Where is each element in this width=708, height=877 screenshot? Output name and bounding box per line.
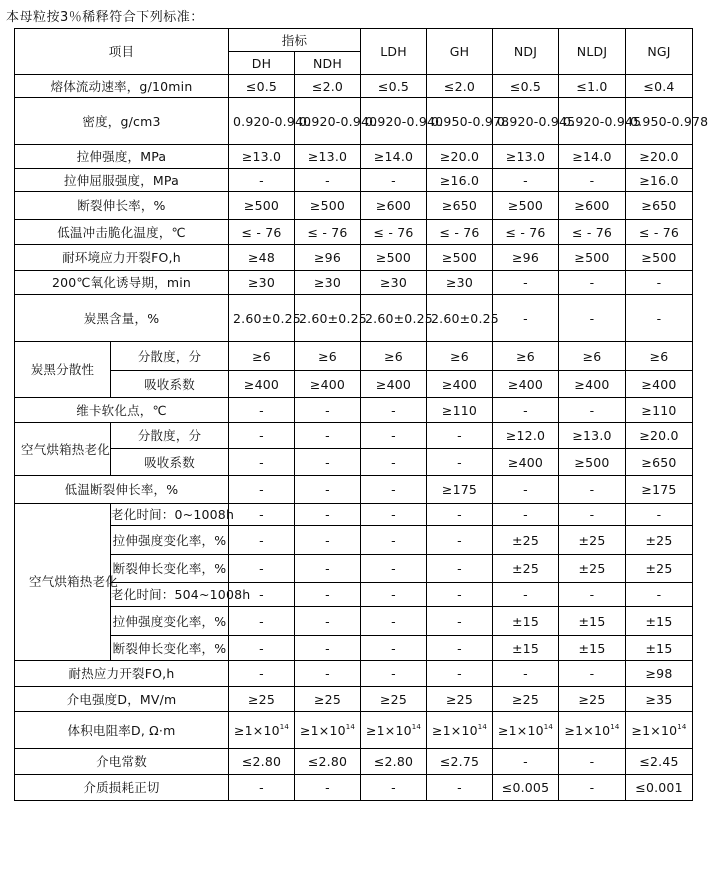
value-cell: - (229, 449, 295, 476)
row-label: 体积电阻率D, Ω·m (15, 712, 229, 749)
value-cell: ≤2.75 (427, 749, 493, 775)
value-cell: - (229, 504, 295, 526)
table-row (15, 98, 693, 145)
value-cell: - (229, 526, 295, 555)
value-cell: $\ge 1\times 10^{14}$ (493, 712, 559, 749)
value-cell: - (493, 504, 559, 526)
value-cell: - (493, 398, 559, 423)
value-cell: ±15 (559, 636, 626, 661)
value-cell: - (559, 661, 626, 687)
value-cell: ≥13.0 (295, 145, 361, 169)
value-cell: ≥400 (493, 371, 559, 398)
value-cell: ≥30 (427, 271, 493, 295)
value-cell: ≥25 (295, 687, 361, 712)
row-sub-label: 吸收系数 (111, 371, 229, 398)
value-cell: - (295, 423, 361, 449)
table-row (15, 192, 693, 220)
value-cell: 0.950-0.978 (626, 98, 693, 145)
value-cell: ±25 (493, 526, 559, 555)
value-cell: - (361, 398, 427, 423)
row-label: 耐热应力开裂FO,h (15, 661, 229, 687)
value-cell: ≥110 (427, 398, 493, 423)
row-label: 断裂伸长率，% (15, 192, 229, 220)
value-cell: - (229, 423, 295, 449)
row-group-label: 炭黑分散性 (15, 342, 111, 398)
exponent: 14 (610, 722, 620, 731)
value-cell: - (427, 555, 493, 583)
value-cell: ≥25 (493, 687, 559, 712)
value-cell: ≥20.0 (427, 145, 493, 169)
value-cell: - (295, 476, 361, 504)
value-cell: ≥30 (361, 271, 427, 295)
value-cell: ≥6 (626, 342, 693, 371)
value-cell: ≥175 (427, 476, 493, 504)
value-cell: ≥500 (493, 192, 559, 220)
exponent: 14 (411, 722, 422, 731)
row-group-label: 空气烘箱热老化 (15, 423, 111, 476)
value-cell: ≥25 (229, 687, 295, 712)
value-cell: - (626, 504, 693, 526)
table-row (15, 371, 693, 398)
value-cell: - (229, 169, 295, 192)
value-cell: ≤0.001 (626, 775, 693, 801)
value-cell: ≥6 (427, 342, 493, 371)
value-cell: - (427, 661, 493, 687)
row-sub-label: 拉伸强度变化率，% (111, 607, 229, 636)
value-cell: - (361, 607, 427, 636)
value-cell: ≥6 (295, 342, 361, 371)
exponent: 14 (477, 722, 488, 731)
row-label: 熔体流动速率，g/10min (15, 75, 229, 98)
value-cell: ±15 (493, 636, 559, 661)
value-cell: - (229, 661, 295, 687)
row-sub-label: 老化时间：0~1008h (111, 504, 229, 526)
value-cell: ≥6 (493, 342, 559, 371)
value-cell: ≥12.0 (493, 423, 559, 449)
value-cell: - (559, 476, 626, 504)
value-cell: ≥600 (361, 192, 427, 220)
header-col: NDJ (493, 29, 559, 75)
row-sub-label: 断裂伸长变化率，% (111, 555, 229, 583)
value-cell: $\ge 1\times 10^{14}$ (361, 712, 427, 749)
row-sub-label: 拉伸强度变化率，% (111, 526, 229, 555)
value-cell: - (361, 169, 427, 192)
value-cell: - (295, 555, 361, 583)
value-cell: - (493, 749, 559, 775)
table-row (15, 636, 693, 661)
value-cell: - (229, 555, 295, 583)
value-cell: 0.950-0.978 (427, 98, 493, 145)
value-cell: - (559, 271, 626, 295)
value-cell: ≤ - 76 (295, 220, 361, 245)
value-cell: ≥500 (559, 449, 626, 476)
table-body (15, 29, 708, 801)
value-cell: ≥48 (229, 245, 295, 271)
value-cell: - (559, 504, 626, 526)
value-cell: ≥20.0 (626, 423, 693, 449)
value-cell: - (361, 775, 427, 801)
value-cell: ≥500 (295, 192, 361, 220)
exponent: 14 (543, 722, 554, 731)
value-cell: ≥13.0 (493, 145, 559, 169)
value-cell: $\ge 1\times 10^{14}$ (229, 712, 295, 749)
value-cell: - (361, 449, 427, 476)
exponent: 14 (279, 722, 290, 731)
row-label: 拉伸强度，MPa (15, 145, 229, 169)
header-item: 项目 (15, 29, 229, 75)
value-cell: $\ge 1\times 10^{14}$ (626, 712, 693, 749)
table-row (15, 342, 693, 371)
value-cell: ≤0.4 (626, 75, 693, 98)
table-row (15, 583, 693, 607)
value-cell: - (295, 449, 361, 476)
value-cell: ≤ - 76 (229, 220, 295, 245)
value-cell: ≥25 (361, 687, 427, 712)
value-cell: ±15 (493, 607, 559, 636)
table-row (15, 295, 693, 342)
value-cell: 0.920-0.945 (559, 98, 626, 145)
table-row (15, 775, 693, 801)
value-cell: ±25 (626, 555, 693, 583)
table-row (15, 145, 693, 169)
table-row (15, 476, 693, 504)
value-cell: ≥400 (295, 371, 361, 398)
value-cell: ≥20.0 (626, 145, 693, 169)
value-cell: - (295, 583, 361, 607)
value-cell: ≤1.0 (559, 75, 626, 98)
value-cell: 0.920-0.940 (295, 98, 361, 145)
value-cell: ≤ - 76 (427, 220, 493, 245)
value-cell: ±25 (626, 526, 693, 555)
value-cell: - (295, 398, 361, 423)
value-cell: - (427, 526, 493, 555)
value-cell: - (295, 504, 361, 526)
caption: 本母粒按3％稀释符合下列标准： (6, 10, 204, 25)
value-cell: - (559, 583, 626, 607)
table-row (15, 423, 693, 449)
value-cell: ≥96 (295, 245, 361, 271)
value-cell: - (361, 661, 427, 687)
row-label: 炭黑含量，% (15, 295, 229, 342)
value-cell: 0.920-0.940 (361, 98, 427, 145)
value-cell: - (493, 661, 559, 687)
value-cell: ≥600 (559, 192, 626, 220)
value-cell: - (295, 661, 361, 687)
value-cell: ≥650 (626, 449, 693, 476)
value-cell: ≥500 (361, 245, 427, 271)
value-cell: ≥400 (427, 371, 493, 398)
header-col: DH (229, 52, 295, 75)
value-cell: - (361, 555, 427, 583)
table-row (15, 169, 693, 192)
header-col: NGJ (626, 29, 693, 75)
row-label: 200℃氧化诱导期，min (15, 271, 229, 295)
value-cell: - (427, 423, 493, 449)
value-cell: 0.920-0.940 (229, 98, 295, 145)
value-cell: - (493, 476, 559, 504)
value-cell: - (361, 636, 427, 661)
value-cell: - (493, 583, 559, 607)
value-cell: - (229, 398, 295, 423)
value-cell: 2.60±0.25 (229, 295, 295, 342)
value-cell: ≤ - 76 (361, 220, 427, 245)
row-label: 密度，g/cm3 (15, 98, 229, 145)
value-cell: ≥96 (493, 245, 559, 271)
header-col: NLDJ (559, 29, 626, 75)
value-cell: ≥500 (427, 245, 493, 271)
table-row (15, 526, 693, 555)
value-cell: - (626, 295, 693, 342)
value-cell: - (229, 583, 295, 607)
table-row (15, 449, 693, 476)
value-cell: ≤0.005 (493, 775, 559, 801)
value-cell: - (427, 636, 493, 661)
value-cell: - (559, 169, 626, 192)
value-cell: ≥16.0 (427, 169, 493, 192)
value-cell: - (295, 636, 361, 661)
value-cell: - (295, 607, 361, 636)
value-cell: ≤ - 76 (559, 220, 626, 245)
value-cell: ≤0.5 (229, 75, 295, 98)
row-sub-label: 分散度，分 (111, 423, 229, 449)
row-label: 低温断裂伸长率，% (15, 476, 229, 504)
table-row (15, 245, 693, 271)
value-cell: ≤ - 76 (493, 220, 559, 245)
value-cell: ≤2.80 (295, 749, 361, 775)
header-row (15, 29, 693, 52)
header-col: NDH (295, 52, 361, 75)
value-cell: ≥13.0 (559, 423, 626, 449)
value-cell: - (559, 749, 626, 775)
table-row (15, 220, 693, 245)
row-label: 介质损耗正切 (15, 775, 229, 801)
value-cell: ≥400 (626, 371, 693, 398)
value-cell: ≥14.0 (559, 145, 626, 169)
value-cell: - (229, 607, 295, 636)
value-cell: ≥6 (361, 342, 427, 371)
value-cell: ≤2.0 (295, 75, 361, 98)
value-cell: ≥25 (559, 687, 626, 712)
table-row (15, 504, 693, 526)
value-cell: ≥14.0 (361, 145, 427, 169)
value-cell: - (295, 169, 361, 192)
value-cell: ±25 (559, 526, 626, 555)
row-label: 拉伸屈服强度，MPa (15, 169, 229, 192)
value-cell: - (361, 583, 427, 607)
value-cell: ≥16.0 (626, 169, 693, 192)
value-cell: - (427, 449, 493, 476)
row-sub-label: 断裂伸长变化率，% (111, 636, 229, 661)
value-cell: 2.60±0.25 (295, 295, 361, 342)
table-row (15, 661, 693, 687)
value-cell: - (361, 526, 427, 555)
header-group: 指标 (229, 29, 361, 52)
value-cell: - (427, 504, 493, 526)
value-cell: ≥500 (229, 192, 295, 220)
spec-table (14, 28, 708, 801)
value-cell: - (295, 775, 361, 801)
value-cell: ±15 (626, 607, 693, 636)
exponent: 14 (677, 722, 687, 731)
row-sub-label: 吸收系数 (111, 449, 229, 476)
value-cell: ≥30 (295, 271, 361, 295)
value-cell: ≥400 (229, 371, 295, 398)
value-cell: ≤2.0 (427, 75, 493, 98)
value-cell: - (559, 775, 626, 801)
row-label: 耐环境应力开裂FO,h (15, 245, 229, 271)
value-cell: - (229, 775, 295, 801)
value-cell: ≥400 (361, 371, 427, 398)
table-row (15, 75, 693, 98)
value-cell: ±15 (626, 636, 693, 661)
value-cell: ≤0.5 (361, 75, 427, 98)
exponent: 14 (345, 722, 356, 731)
value-cell: ≤ - 76 (626, 220, 693, 245)
value-cell: $\ge 1\times 10^{14}$ (427, 712, 493, 749)
value-cell: ≥175 (626, 476, 693, 504)
value-cell: ≤0.5 (493, 75, 559, 98)
value-cell: - (559, 398, 626, 423)
value-cell: ≥500 (559, 245, 626, 271)
row-sub-label: 分散度，分 (111, 342, 229, 371)
value-cell: ±25 (559, 555, 626, 583)
header-col: GH (427, 29, 493, 75)
row-label: 介电强度D，MV/m (15, 687, 229, 712)
value-cell: ≥110 (626, 398, 693, 423)
value-cell: ≥500 (626, 245, 693, 271)
value-cell: $\ge 1\times 10^{14}$ (295, 712, 361, 749)
value-cell: ≥30 (229, 271, 295, 295)
value-cell: - (559, 295, 626, 342)
value-cell: ≥98 (626, 661, 693, 687)
value-cell: ≥400 (559, 371, 626, 398)
value-cell: - (427, 607, 493, 636)
value-cell: ≤2.45 (626, 749, 693, 775)
table-row (15, 749, 693, 775)
value-cell: - (229, 636, 295, 661)
value-cell: $\ge 1\times 10^{14}$ (559, 712, 626, 749)
value-cell: ≥650 (626, 192, 693, 220)
value-cell: - (493, 271, 559, 295)
value-cell: ≥35 (626, 687, 693, 712)
row-sub-label: 老化时间：504~1008h (111, 583, 229, 607)
value-cell: ≥25 (427, 687, 493, 712)
value-cell: 2.60±0.25 (427, 295, 493, 342)
value-cell: - (229, 476, 295, 504)
value-cell: - (427, 775, 493, 801)
row-label: 低温冲击脆化温度，℃ (15, 220, 229, 245)
row-label: 介电常数 (15, 749, 229, 775)
value-cell: 2.60±0.25 (361, 295, 427, 342)
value-cell: ≥650 (427, 192, 493, 220)
value-cell: - (295, 526, 361, 555)
value-cell: - (427, 583, 493, 607)
value-cell: - (626, 583, 693, 607)
value-cell: ≤2.80 (229, 749, 295, 775)
value-cell: ≥400 (493, 449, 559, 476)
value-cell: ≤2.80 (361, 749, 427, 775)
table-row (15, 712, 693, 749)
table-row (15, 607, 693, 636)
value-cell: - (361, 504, 427, 526)
value-cell: - (361, 423, 427, 449)
table-row (15, 271, 693, 295)
header-col: LDH (361, 29, 427, 75)
value-cell: ±15 (559, 607, 626, 636)
value-cell: ≥6 (229, 342, 295, 371)
row-label: 维卡软化点，℃ (15, 398, 229, 423)
value-cell: - (626, 271, 693, 295)
row-group-label: 空气烘箱热老化 (15, 504, 111, 661)
value-cell: ±25 (493, 555, 559, 583)
table-row (15, 687, 693, 712)
value-cell: 0.920-0.945 (493, 98, 559, 145)
value-cell: ≥6 (559, 342, 626, 371)
value-cell: - (493, 169, 559, 192)
table-row (15, 398, 693, 423)
value-cell: ≥13.0 (229, 145, 295, 169)
value-cell: - (361, 476, 427, 504)
value-cell: - (493, 295, 559, 342)
